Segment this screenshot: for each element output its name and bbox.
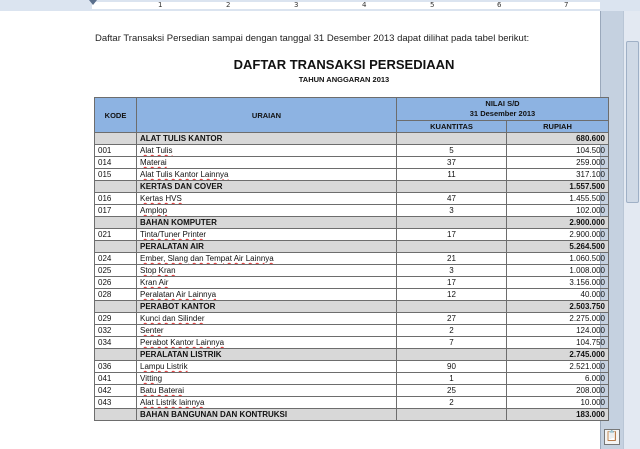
category-label: PERALATAN AIR — [140, 242, 204, 251]
cell-uraian[interactable] — [137, 397, 397, 409]
cell-kuantitas[interactable]: 2 — [397, 325, 507, 337]
cell-kuantitas[interactable] — [397, 349, 507, 361]
category-label: BAHAN KOMPUTER — [140, 218, 217, 227]
table-row — [95, 337, 609, 349]
cell-kode[interactable]: 024 — [95, 253, 137, 265]
cell-rupiah[interactable] — [507, 301, 609, 313]
cell-uraian[interactable] — [137, 361, 397, 373]
cell-kode[interactable] — [95, 301, 137, 313]
item-label: Perabot Kantor Lainnya — [140, 338, 225, 347]
cell-uraian[interactable] — [137, 253, 397, 265]
item-label: Lampu Listrik — [140, 362, 188, 371]
category-total: 2.900.000 — [569, 218, 605, 227]
table-row — [95, 205, 609, 217]
cell-kode[interactable]: 043 — [95, 397, 137, 409]
table-subtitle: TAHUN ANGGARAN 2013 — [298, 75, 390, 84]
cell-kode[interactable]: 041 — [95, 373, 137, 385]
category-total: 183.000 — [576, 410, 605, 419]
cell-kode[interactable] — [95, 217, 137, 229]
table-row — [95, 373, 609, 385]
cell-rupiah[interactable]: 6.000 — [507, 373, 609, 385]
item-label: Alat Listrik lainnya — [140, 398, 205, 407]
cell-kode[interactable] — [95, 133, 137, 145]
table-row — [95, 193, 609, 205]
category-row — [95, 181, 609, 193]
table-row — [95, 169, 609, 181]
cell-rupiah[interactable]: 2.900.000 — [507, 229, 609, 241]
cell-kuantitas[interactable]: 25 — [397, 385, 507, 397]
table-row — [95, 361, 609, 373]
table-row — [95, 265, 609, 277]
cell-rupiah[interactable]: 208.000 — [507, 385, 609, 397]
cell-rupiah[interactable]: 1.060.500 — [507, 253, 609, 265]
scrollbar-thumb[interactable] — [626, 41, 639, 203]
item-label: Peralatan Air Lainnya — [140, 290, 217, 299]
cell-kode[interactable]: 014 — [95, 157, 137, 169]
cell-uraian[interactable] — [137, 157, 397, 169]
table-title: DAFTAR TRANSAKSI PERSEDIAAN — [233, 57, 455, 72]
item-label: Alat Tulis Kantor Lainnya — [140, 170, 229, 179]
ruler-number: 3 — [294, 1, 299, 9]
indent-marker[interactable] — [89, 0, 97, 5]
cell-uraian[interactable] — [137, 241, 397, 253]
category-row — [95, 241, 609, 253]
category-row — [95, 301, 609, 313]
cell-kuantitas[interactable]: 37 — [397, 157, 507, 169]
cell-rupiah[interactable]: 104.500 — [507, 145, 609, 157]
cell-rupiah[interactable]: 1.008.000 — [507, 265, 609, 277]
cell-kode[interactable]: 026 — [95, 277, 137, 289]
cell-uraian[interactable] — [137, 229, 397, 241]
cell-kode[interactable]: 021 — [95, 229, 137, 241]
cell-kode[interactable]: 025 — [95, 265, 137, 277]
header-nilai — [397, 98, 609, 121]
category-row — [95, 217, 609, 229]
item-label: Batu Baterai — [140, 386, 185, 395]
cell-kuantitas[interactable]: 3 — [397, 205, 507, 217]
cell-kuantitas[interactable]: 90 — [397, 361, 507, 373]
cell-kuantitas[interactable] — [397, 409, 507, 421]
header-nilai-line2: 31 Desember 2013 — [469, 109, 536, 118]
cell-rupiah[interactable]: 259.000 — [507, 157, 609, 169]
cell-uraian[interactable] — [137, 265, 397, 277]
category-total: 1.557.500 — [569, 182, 605, 191]
item-label: Kunci dan Silinder — [140, 314, 205, 323]
cell-uraian[interactable] — [137, 349, 397, 361]
item-label: Ember, Slang dan Tempat Air Lainnya — [140, 254, 274, 263]
cell-kode[interactable] — [95, 181, 137, 193]
cell-rupiah[interactable]: 124.000 — [507, 325, 609, 337]
item-label: Tinta/Tuner Printer — [140, 230, 207, 239]
cell-kuantitas[interactable]: 3 — [397, 265, 507, 277]
cell-kode[interactable] — [95, 241, 137, 253]
cell-kuantitas[interactable]: 47 — [397, 193, 507, 205]
cell-uraian[interactable] — [137, 301, 397, 313]
item-label: Materai — [140, 158, 167, 167]
cell-uraian[interactable] — [137, 145, 397, 157]
cell-rupiah[interactable] — [507, 181, 609, 193]
cell-rupiah[interactable]: 104.750 — [507, 337, 609, 349]
table-row — [95, 385, 609, 397]
cell-rupiah[interactable]: 317.100 — [507, 169, 609, 181]
category-total: 5.264.500 — [569, 242, 605, 251]
cell-kuantitas[interactable]: 17 — [397, 229, 507, 241]
header-rupiah: RUPIAH — [507, 121, 609, 133]
header-nilai-line1: NILAI S/D — [485, 99, 520, 108]
cell-kuantitas[interactable]: 12 — [397, 289, 507, 301]
cell-uraian[interactable] — [137, 217, 397, 229]
table-row — [95, 253, 609, 265]
cell-uraian[interactable] — [137, 313, 397, 325]
cell-kode[interactable]: 028 — [95, 289, 137, 301]
ruler-number: 6 — [497, 1, 502, 9]
cell-uraian[interactable] — [137, 337, 397, 349]
cell-kode[interactable]: 042 — [95, 385, 137, 397]
cell-uraian[interactable] — [137, 193, 397, 205]
cell-uraian[interactable] — [137, 277, 397, 289]
cell-uraian[interactable] — [137, 373, 397, 385]
category-total: 680.600 — [576, 134, 605, 143]
table-row — [95, 229, 609, 241]
category-label: BAHAN BANGUNAN DAN KONTRUKSI — [140, 410, 288, 419]
intro-paragraph: Daftar Transaksi Persedian sampai dengan tanggal 31 Desember 2013 dapat dilihat pada tabel berikut: — [95, 33, 530, 44]
category-label: ALAT TULIS KANTOR — [140, 134, 223, 143]
cell-uraian[interactable] — [137, 289, 397, 301]
cell-uraian[interactable] — [137, 169, 397, 181]
cell-kuantitas[interactable] — [397, 181, 507, 193]
cell-kode[interactable]: 001 — [95, 145, 137, 157]
cell-uraian[interactable] — [137, 409, 397, 421]
cell-rupiah[interactable]: 3.156.000 — [507, 277, 609, 289]
category-row — [95, 133, 609, 145]
vertical-scrollbar[interactable] — [623, 11, 640, 449]
table-row — [95, 397, 609, 409]
category-label: PERABOT KANTOR — [140, 302, 216, 311]
cell-rupiah[interactable]: 1.455.500 — [507, 193, 609, 205]
cell-kode[interactable]: 016 — [95, 193, 137, 205]
cell-kode[interactable]: 034 — [95, 337, 137, 349]
item-label: Stop Kran — [140, 266, 176, 275]
table-row — [95, 325, 609, 337]
category-row — [95, 409, 609, 421]
cell-rupiah[interactable] — [507, 349, 609, 361]
category-total: 2.745.000 — [569, 350, 605, 359]
ruler-number: 2 — [226, 1, 231, 9]
cell-kode[interactable]: 029 — [95, 313, 137, 325]
item-label: Kran Air — [140, 278, 169, 287]
ruler-number: 4 — [362, 1, 367, 9]
cell-kuantitas[interactable]: 17 — [397, 277, 507, 289]
table-row — [95, 157, 609, 169]
table-row — [95, 277, 609, 289]
cell-uraian[interactable] — [137, 325, 397, 337]
cell-uraian[interactable] — [137, 205, 397, 217]
table-row — [95, 289, 609, 301]
cell-kuantitas[interactable] — [397, 301, 507, 313]
cell-kode[interactable]: 032 — [95, 325, 137, 337]
cell-rupiah[interactable] — [507, 133, 609, 145]
item-label: Amplop — [140, 206, 168, 215]
item-label: Kertas HVS — [140, 194, 182, 203]
cell-rupiah[interactable]: 40.000 — [507, 289, 609, 301]
ruler-number: 7 — [564, 1, 569, 9]
cell-kode[interactable] — [95, 349, 137, 361]
cell-uraian[interactable] — [137, 133, 397, 145]
cell-kuantitas[interactable]: 11 — [397, 169, 507, 181]
item-label: Alat Tulis — [140, 146, 173, 155]
cell-rupiah[interactable]: 2.275.000 — [507, 313, 609, 325]
cell-kode[interactable]: 036 — [95, 361, 137, 373]
table-row — [95, 145, 609, 157]
category-row — [95, 349, 609, 361]
cell-kode[interactable]: 017 — [95, 205, 137, 217]
cell-rupiah[interactable] — [507, 409, 609, 421]
cell-kuantitas[interactable]: 5 — [397, 145, 507, 157]
cell-rupiah[interactable]: 102.000 — [507, 205, 609, 217]
table-body — [95, 133, 609, 421]
cell-kuantitas[interactable] — [397, 217, 507, 229]
ruler-text-area — [92, 2, 600, 9]
header-uraian: URAIAN — [137, 98, 397, 133]
header-kuantitas: KUANTITAS — [397, 121, 507, 133]
item-label: Senter — [140, 326, 164, 335]
cell-rupiah[interactable]: 2.521.000 — [507, 361, 609, 373]
ruler-number: 1 — [158, 1, 163, 9]
category-total: 2.503.750 — [569, 302, 605, 311]
cell-uraian[interactable] — [137, 385, 397, 397]
inventory-table[interactable] — [94, 97, 609, 421]
item-label: Vitting — [140, 374, 163, 383]
cell-kuantitas[interactable] — [397, 133, 507, 145]
category-label: KERTAS DAN COVER — [140, 182, 223, 191]
header-kode: KODE — [95, 98, 137, 133]
cell-kuantitas[interactable]: 2 — [397, 397, 507, 409]
cell-uraian[interactable] — [137, 181, 397, 193]
cell-kuantitas[interactable]: 21 — [397, 253, 507, 265]
cell-kode[interactable]: 015 — [95, 169, 137, 181]
cell-kuantitas[interactable]: 1 — [397, 373, 507, 385]
cell-kuantitas[interactable]: 27 — [397, 313, 507, 325]
cell-kode[interactable] — [95, 409, 137, 421]
cell-rupiah[interactable] — [507, 241, 609, 253]
cell-rupiah[interactable]: 10.000 — [507, 397, 609, 409]
cell-kuantitas[interactable]: 7 — [397, 337, 507, 349]
cell-rupiah[interactable] — [507, 217, 609, 229]
category-label: PERALATAN LISTRIK — [140, 350, 222, 359]
ruler-number: 5 — [430, 1, 435, 9]
clipboard-icon[interactable]: 📋 — [604, 429, 620, 445]
cell-kuantitas[interactable] — [397, 241, 507, 253]
table-row — [95, 313, 609, 325]
